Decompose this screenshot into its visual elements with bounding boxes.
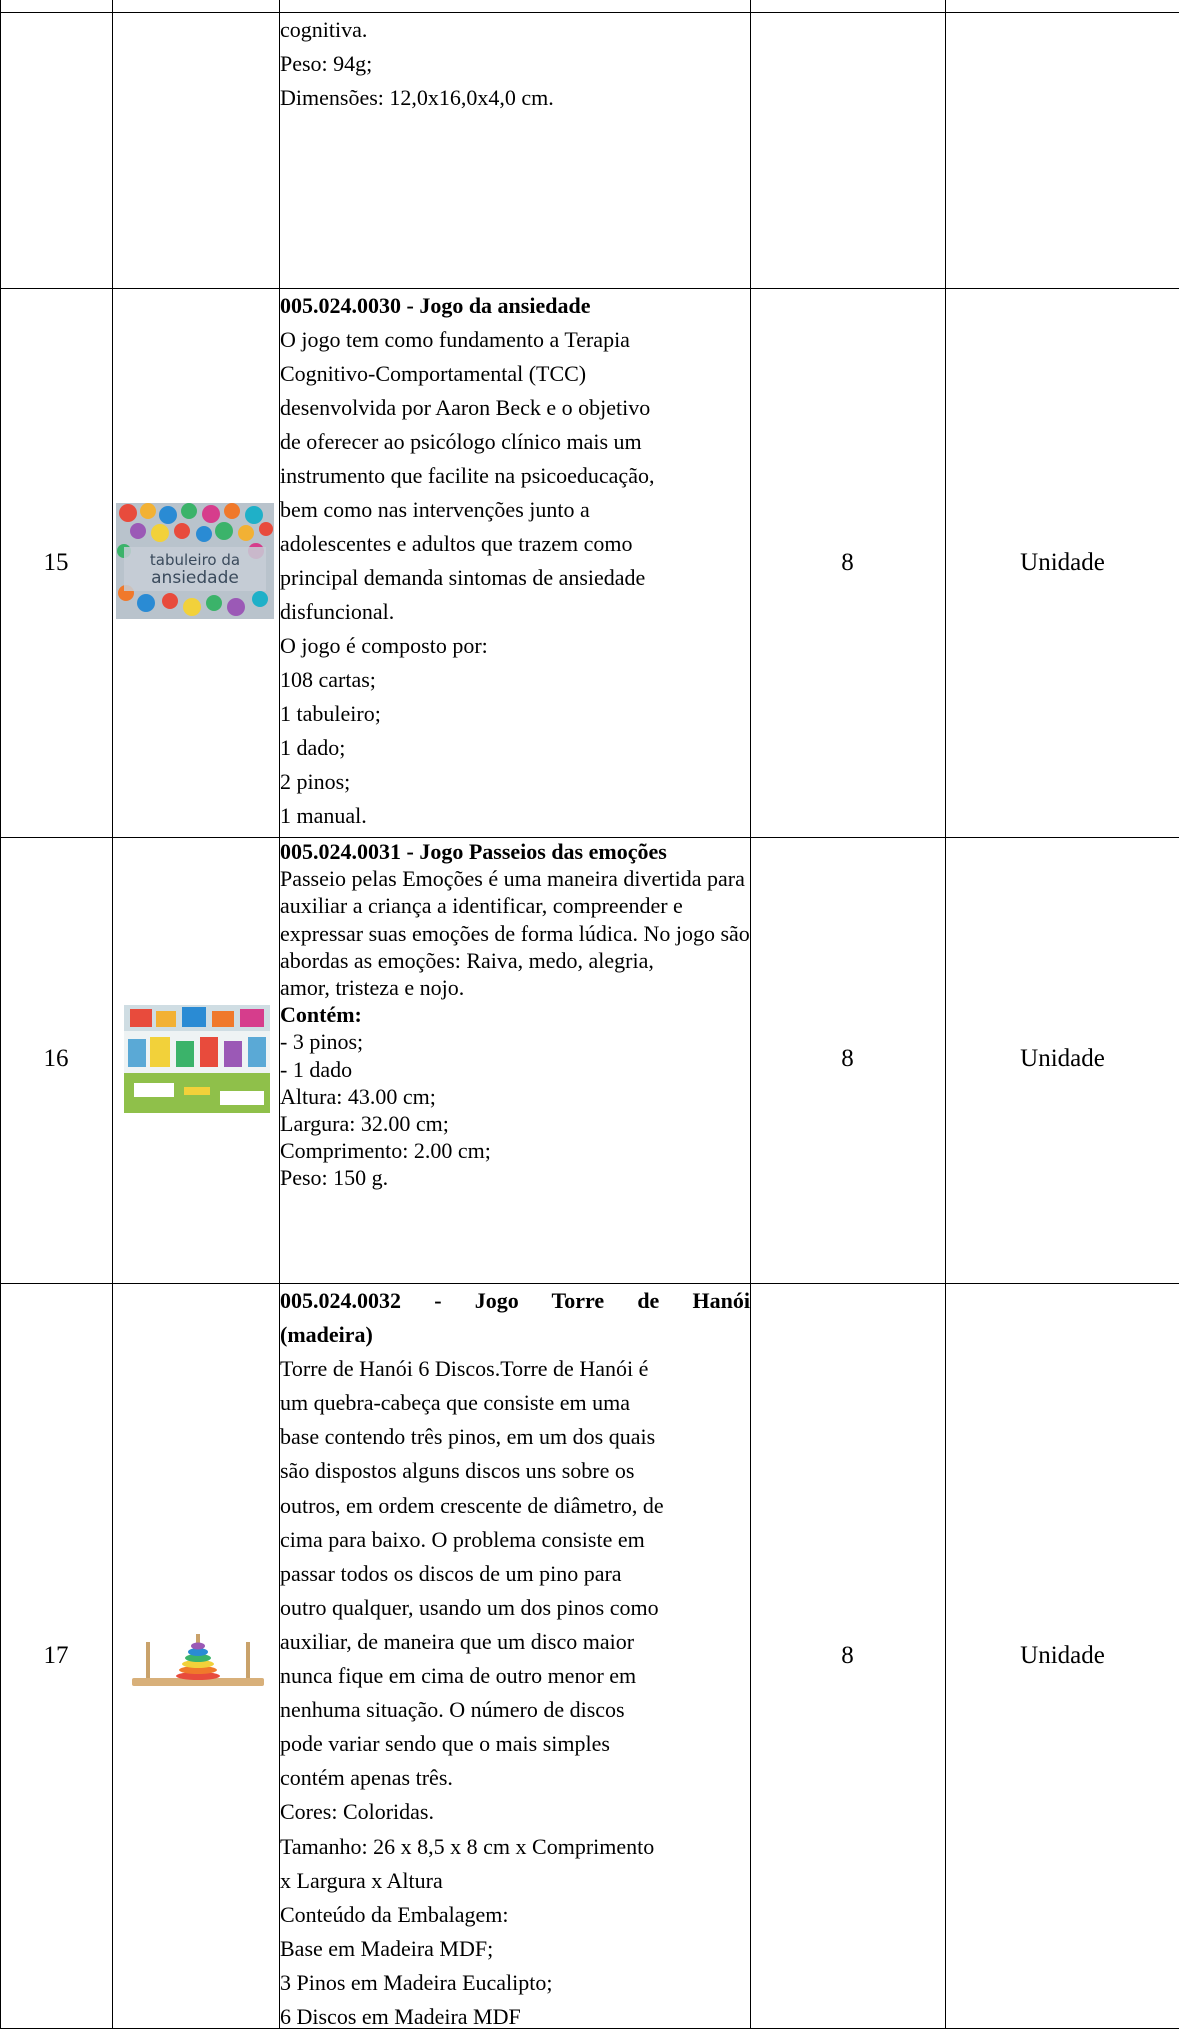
item-number: 17: [43, 1642, 69, 1669]
description-line: Passeio pelas Emoções é uma maneira: [280, 866, 618, 892]
product-title: 005.024.0032 - Jogo Torre de Hanói: [280, 1288, 750, 1313]
description-line: divertida para auxiliar a criança a: [280, 866, 745, 919]
description-line: Altura: 43.00 cm;: [280, 1083, 436, 1109]
description-line: instrumento que facilite na psicoeducação,: [280, 463, 655, 488]
product-title: 005.024.0030 - Jogo da ansiedade: [280, 293, 591, 318]
description-line: Cores: Coloridas.: [280, 1799, 434, 1825]
hanoi-tower-image: [128, 1620, 268, 1694]
description-line: base contendo três pinos, em um dos quais: [280, 1424, 656, 1450]
item-number: 15: [43, 549, 69, 576]
quantity-cell: 8: [841, 549, 854, 576]
description-line: 108 cartas;: [280, 667, 376, 692]
description-cell: [280, 13, 750, 115]
description-line: Torre de Hanói 6 Discos.Torre de Hanói é: [280, 1356, 649, 1382]
description-line: 1 dado;: [280, 735, 346, 760]
description-cell: [280, 289, 750, 833]
description-line: cognitiva.: [280, 17, 368, 42]
description-line: abordas as emoções: Raiva, medo, alegria,: [280, 947, 654, 973]
description-line: 2 pinos;: [280, 769, 351, 794]
description-line: são dispostos alguns discos uns sobre os: [280, 1458, 635, 1484]
unit-cell: Unidade: [1020, 1642, 1105, 1669]
contents-label: Contém:: [280, 1002, 362, 1028]
quantity-cell: 8: [841, 1642, 854, 1669]
description-line: emoções de forma lúdica. No jogo são: [411, 920, 750, 946]
description-line: 6 Discos em Madeira MDF: [280, 2003, 521, 2029]
description-line: Cognitivo-Comportamental (TCC): [280, 361, 587, 386]
description-cell: [280, 838, 750, 1192]
description-line: cima para baixo. O problema consiste em: [280, 1526, 645, 1552]
unit-cell: Unidade: [1020, 549, 1105, 576]
description-line: desenvolvida por Aaron Beck e o objetivo: [280, 395, 651, 420]
description-line: - 1 dado: [280, 1056, 353, 1082]
description-line: Base em Madeira MDF;: [280, 1935, 494, 1961]
description-line: Conteúdo da Embalagem:: [280, 1901, 509, 1927]
description-line: Peso: 150 g.: [280, 1165, 389, 1191]
description-line: 1 tabuleiro;: [280, 701, 381, 726]
table-border-left: [0, 0, 1, 2029]
description-line: x Largura x Altura: [280, 1867, 443, 1893]
description-line: de oferecer ao psicólogo clínico mais um: [280, 429, 642, 454]
column-divider: [112, 0, 113, 2029]
description-line: pode variar sendo que o mais simples: [280, 1731, 610, 1757]
product-image-emotions-game: [124, 1005, 270, 1113]
description-cell: [280, 1284, 750, 2034]
quantity-cell: 8: [841, 1045, 854, 1072]
board-game-image: [116, 503, 274, 619]
description-line: amor, tristeza e nojo.: [280, 975, 465, 1001]
description-line: auxiliar, de maneira que um disco maior: [280, 1628, 635, 1654]
column-divider: [945, 0, 946, 2029]
description-line: Dimensões: 12,0x16,0x4,0 cm.: [280, 85, 554, 110]
product-title-continued: (madeira): [280, 1322, 373, 1348]
description-line: contém apenas três.: [280, 1765, 453, 1791]
column-divider: [750, 0, 751, 2029]
description-line: Largura: 32.00 cm;: [280, 1111, 449, 1137]
description-line: 3 Pinos em Madeira Eucalipto;: [280, 1969, 553, 1995]
description-line: Tamanho: 26 x 8,5 x 8 cm x Comprimento: [280, 1833, 655, 1859]
description-line: nunca fique em cima de outro menor em: [280, 1663, 637, 1689]
description-line: adolescentes e adultos que trazem como: [280, 531, 633, 556]
board-game-image: [124, 1005, 270, 1113]
description-line: identificar, compreender e expressar suas: [280, 893, 683, 946]
description-line: outro qualquer, usando um dos pinos como: [280, 1594, 659, 1620]
description-line: nenhuma situação. O número de discos: [280, 1697, 625, 1723]
description-line: passar todos os discos de um pino para: [280, 1560, 622, 1586]
description-line: outros, em ordem crescente de diâmetro, de: [280, 1492, 664, 1518]
item-number: 16: [43, 1045, 69, 1072]
description-line: - 3 pinos;: [280, 1029, 364, 1055]
unit-cell: Unidade: [1020, 1045, 1105, 1072]
product-image-anxiety-game: [116, 503, 274, 619]
description-line: Peso: 94g;: [280, 51, 373, 76]
image-caption: ansiedade: [151, 568, 239, 588]
description-line: O jogo tem como fundamento a Terapia: [280, 327, 630, 352]
description-line: principal demanda sintomas de ansiedade: [280, 565, 646, 590]
description-line: disfuncional.: [280, 599, 395, 624]
description-line: bem como nas intervenções junto a: [280, 497, 590, 522]
description-line: O jogo é composto por:: [280, 633, 488, 658]
image-caption: tabuleiro da: [149, 551, 241, 569]
product-title: 005.024.0031 - Jogo Passeios das emoções: [280, 839, 667, 864]
product-image-hanoi-tower: [128, 1620, 268, 1694]
description-line: um quebra-cabeça que consiste em uma: [280, 1390, 631, 1416]
description-line: 1 manual.: [280, 803, 367, 828]
description-line: Comprimento: 2.00 cm;: [280, 1138, 491, 1164]
